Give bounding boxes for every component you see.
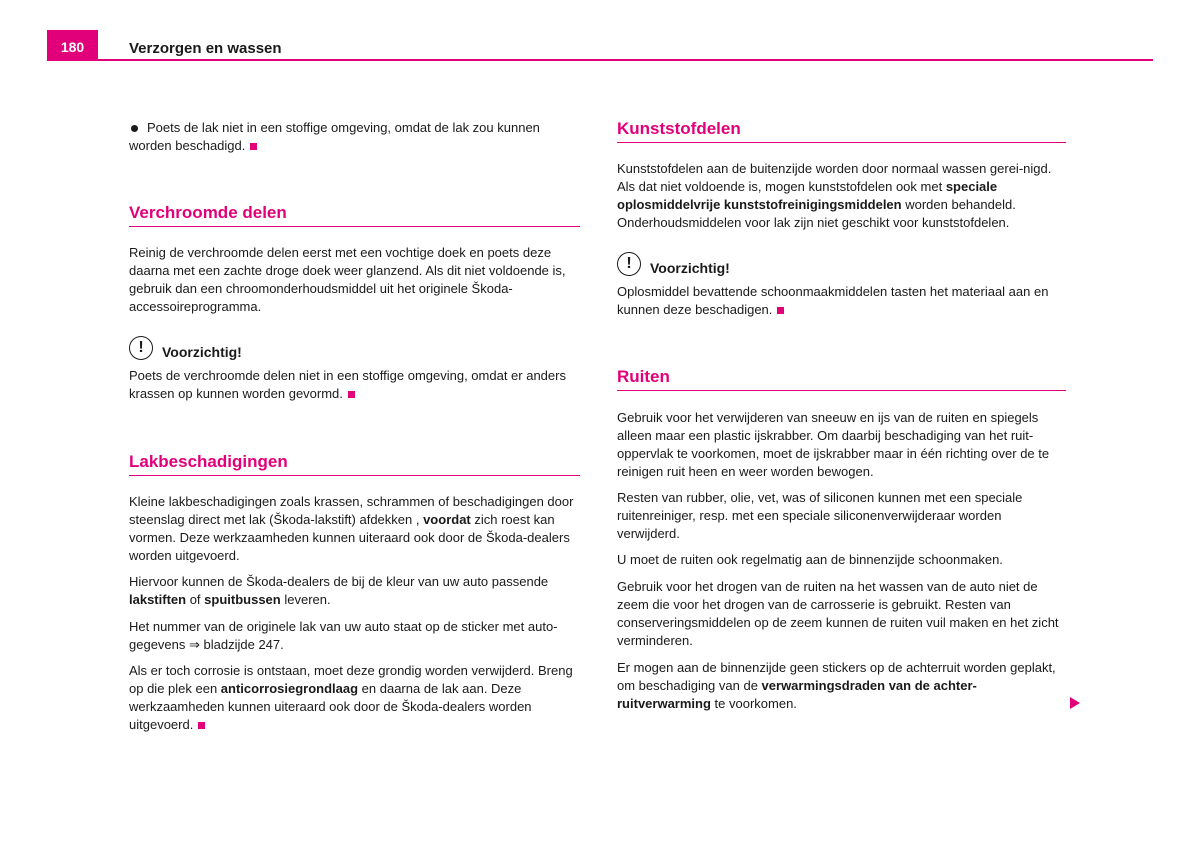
bold-text: spuitbussen (204, 592, 281, 607)
chrome-caution-text (129, 367, 580, 403)
page-number (47, 30, 98, 59)
plastic-caution-text (617, 283, 1066, 319)
bold-text: voordat (423, 512, 471, 527)
section-heading-lak: Lakbeschadigingen (129, 452, 580, 476)
ruiten-paragraph-1: Gebruik voor het verwijderen van sneeuw en ijs van de ruiten en spiegels alleen maar een plastic ijskrabber. Om daarbij beschadiging van het ruit-oppervlak te voorkomen, moet de ijskrabber maar in één richting over de te reinigen ruit heen en weer worden bewogen. (617, 410, 1050, 479)
ruiten-paragraph-5 (617, 659, 1066, 713)
text: Kleine lakbeschadigingen zoals krassen, schrammen of beschadigingen door steenslag direct met lak (Škoda-lakstift) afdekken , (129, 494, 574, 527)
section-heading-plastic: Kunststofdelen (617, 119, 1066, 143)
page-reference-link[interactable]: bladzijde 247. (199, 637, 284, 652)
page-number-text: 180 (60, 39, 85, 55)
text: Het nummer van de originele lak van uw auto staat op de sticker met auto-gegevens (129, 619, 558, 652)
lak-paragraph-1 (129, 493, 580, 565)
caution-text: Poets de verchroomde delen niet in een stoffige omgeving, omdat er anders krassen op kunnen worden gevormd. (129, 368, 566, 401)
header-divider (47, 59, 1153, 61)
caution-title: Voorzichtig! (162, 344, 242, 360)
bullet-icon (131, 125, 138, 132)
caution-text: Oplosmiddel bevattende schoonmaakmiddelen tasten het materiaal aan en kunnen deze beschadigen. (617, 284, 1049, 317)
end-marker-icon (777, 307, 784, 314)
text: of (186, 592, 205, 607)
text: en daarna de lak aan. Deze werkzaamheden kunnen uiteraard ook door de Škoda-dealers worden uitgevoerd. (129, 681, 532, 732)
bold-text: speciale oplosmiddelvrije kunststofreinigingsmiddelen (617, 179, 998, 212)
ruiten-paragraph-4: Gebruik voor het drogen van de ruiten na het wassen van de auto niet de zeem die voor het drogen van de carrosserie is gebruikt. Resten van conserveringsmiddelen op de zeem kunnen de ruiten vuil maken en het zicht verminderen. (617, 579, 1059, 648)
ruiten-paragraph-2: Resten van rubber, olie, vet, was of siliconen kunnen met een speciale ruitenreiniger, resp. met een speciale siliconenverwijderaar worden verwijderd. (617, 490, 1023, 541)
plastic-caution-header (617, 252, 730, 276)
bullet-text: Poets de lak niet in een stoffige omgeving, omdat de lak zou kunnen worden beschadigd. (129, 120, 540, 153)
end-marker-icon (348, 391, 355, 398)
arrow-right-icon[interactable]: ⇒ (189, 637, 200, 652)
text: te voorkomen. (710, 696, 797, 711)
text: Kunststofdelen aan de buitenzijde worden door normaal wassen gerei-nigd. Als dat niet voldoende is, mogen kunststofdelen ook met (617, 161, 1052, 194)
exclamation-circle-icon: ! (129, 336, 153, 360)
triangle-right-icon[interactable] (1070, 697, 1080, 709)
text: leveren. (280, 592, 331, 607)
section-heading-chrome: Verchroomde delen (129, 203, 580, 227)
end-marker-icon (250, 143, 257, 150)
text: zich roest kan vormen. Deze werkzaamheden kunnen uiteraard ook door de Škoda-dealers worden uitgevoerd. (129, 512, 570, 563)
chrome-paragraph: Reinig de verchroomde delen eerst met een vochtige doek en poets deze daarna met een zachte droge doek weer glanzend. Als dit niet voldoende is, gebruik dan een chroomonderhoudsmiddel uit het originele Škoda-accessoireprogramma. (129, 245, 566, 314)
bullet-item (129, 119, 580, 155)
chrome-caution-header (129, 336, 242, 360)
lak-paragraph-4 (129, 662, 580, 734)
exclamation-circle-icon: ! (617, 252, 641, 276)
ruiten-paragraph-3: U moet de ruiten ook regelmatig aan de binnenzijde schoonmaken. (617, 552, 1003, 567)
text: Als er toch corrosie is ontstaan, moet deze grondig worden verwijderd. Breng op die plek een (129, 663, 573, 696)
section-heading-ruiten: Ruiten (617, 367, 1066, 391)
bold-text: verwarmingsdraden van de achter-ruitverwarming (617, 678, 977, 711)
text: Er mogen aan de binnenzijde geen stickers op de achterruit worden geplakt, om beschadiging van de (617, 660, 1056, 693)
chapter-title: Verzorgen en wassen (129, 40, 282, 57)
lak-paragraph-2 (129, 573, 580, 609)
end-marker-icon (198, 722, 205, 729)
plastic-paragraph (617, 160, 1066, 232)
caution-title: Voorzichtig! (650, 260, 730, 276)
text: worden behandeld. Onderhoudsmiddelen voor lak zijn niet geschikt voor kunststofdelen. (617, 197, 1016, 230)
text: Hiervoor kunnen de Škoda-dealers de bij de kleur van uw auto passende (129, 574, 549, 589)
bold-text: anticorrosiegrondlaag (220, 681, 359, 696)
lak-paragraph-3 (129, 618, 580, 654)
bold-text: lakstiften (129, 592, 187, 607)
